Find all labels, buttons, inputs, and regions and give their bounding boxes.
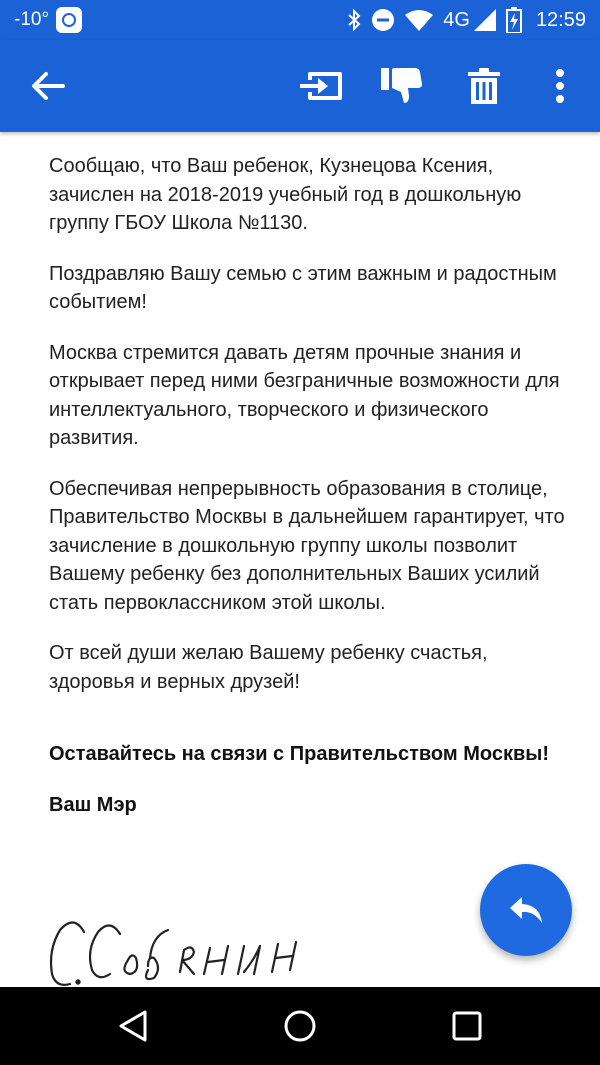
signature-image <box>44 900 304 992</box>
mark-spam-button[interactable] <box>370 40 434 132</box>
delete-button[interactable] <box>452 40 516 132</box>
notification-app-icon <box>56 7 82 33</box>
signoff-text: Ваш Мэр <box>49 793 137 816</box>
bluetooth-icon <box>347 8 361 32</box>
network-type: 4G <box>443 8 470 31</box>
status-bar <box>0 0 600 40</box>
move-to-folder-icon <box>300 70 344 102</box>
message-paragraph: Москва стремится давать детям прочные знания и открывает перед ними безграничные возможности для интеллектуального, творческого и физического развития. <box>49 341 560 449</box>
message-paragraph: Поздравляю Вашу семью с этим важным и радостным событием! <box>49 262 557 313</box>
system-nav-bar <box>0 987 600 1065</box>
do-not-disturb-icon <box>371 8 395 32</box>
reply-icon <box>510 897 542 923</box>
move-to-folder-button[interactable] <box>290 40 354 132</box>
clock: 12:59 <box>535 8 586 31</box>
message-body <box>49 152 569 841</box>
trash-icon <box>468 68 500 104</box>
message-paragraph: Обеспечивая непрерывность образования в столице, Правительство Москвы в дальнейшем гарантирует, что зачисление в дошкольную группу школы позволит Вашему ребенку без дополнительных Ваших усилий стать первоклассником этой школы. <box>49 477 565 614</box>
status-icons <box>347 0 586 40</box>
nav-recents-button[interactable] <box>422 987 512 1065</box>
closing-text: Оставайтесь на связи с Правительством Москвы! <box>49 743 549 765</box>
back-button[interactable] <box>18 40 78 132</box>
message-paragraph: Сообщаю, что Ваш ребенок, Кузнецова Ксения, зачислен на 2018-2019 учебный год в дошкольную группу ГБОУ Школа №1130. <box>49 155 522 234</box>
wifi-icon <box>405 9 433 31</box>
more-options-button[interactable] <box>532 40 588 132</box>
reply-button[interactable] <box>480 864 572 956</box>
nav-home-button[interactable] <box>255 987 345 1065</box>
nav-back-icon <box>117 1009 149 1043</box>
nav-home-icon <box>283 1009 317 1043</box>
nav-back-button[interactable] <box>88 987 178 1065</box>
thumbs-down-icon <box>381 68 423 104</box>
arrow-back-icon <box>31 71 65 101</box>
temperature-indicator: -10° <box>14 9 50 30</box>
message-paragraph: От всей души желаю Вашему ребенку счастья, здоровья и верных друзей! <box>49 642 488 693</box>
top-app-bar <box>0 40 600 132</box>
nav-recents-icon <box>452 1011 482 1041</box>
battery-charging-icon <box>506 7 522 33</box>
more-vert-icon <box>555 68 565 104</box>
signal-icon <box>474 9 496 31</box>
